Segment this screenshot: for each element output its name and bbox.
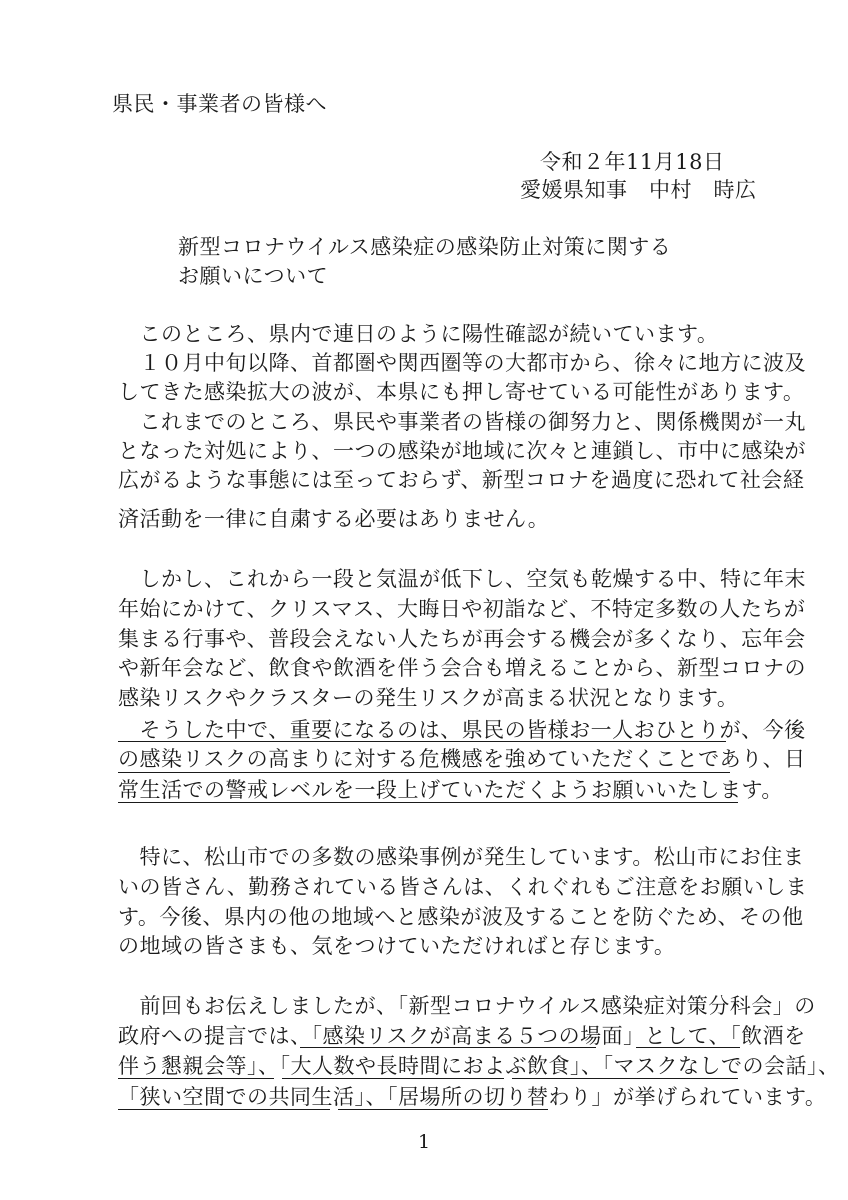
underline-mark <box>118 1078 274 1079</box>
underline-mark <box>118 1109 330 1110</box>
body-line: す。今後、県内の他の地域へと感染が波及することを防ぐため、その他 <box>118 905 804 929</box>
body-line: 「狭い空間での共同生活」、「居場所の切り替わり」が挙げられています。 <box>118 1085 827 1109</box>
underline-mark <box>282 1078 504 1079</box>
document-title-line-2: お願いについて <box>178 264 329 288</box>
signer: 愛媛県知事 中村 時広 <box>520 178 757 202</box>
underline-mark <box>338 1109 548 1110</box>
body-line: そうした中で、重要になるのは、県民の皆様お一人おひとりが、今後 <box>118 718 806 742</box>
underline-mark <box>512 1078 738 1079</box>
body-line: 常生活での警戒レベルを一段上げていただくようお願いいたします。 <box>118 778 783 802</box>
body-line: しかし、これから一段と気温が低下し、空気も乾燥する中、特に年末 <box>118 567 806 591</box>
underline-mark <box>300 1047 596 1048</box>
underline-mark <box>636 1047 740 1048</box>
body-line: １０月中旬以降、首都圏や関西圏等の大都市から、徐々に地方に波及 <box>118 351 806 375</box>
body-line: 特に、松山市での多数の感染事例が発生しています。松山市にお住ま <box>118 845 805 869</box>
body-line: の感染リスクの高まりに対する危機感を強めていただくことであり、日 <box>118 747 806 771</box>
body-line: 伴う懇親会等」、「大人数や長時間におよぶ飲食」、「マスクなしでの会話」、 <box>118 1054 840 1078</box>
body-line: 感染リスクやクラスターの発生リスクが高まる状況となります。 <box>118 686 739 710</box>
body-line: や新年会など、飲食や飲酒を伴う会合も増えることから、新型コロナの <box>118 656 806 680</box>
body-line: 政府への提言では、「感染リスクが高まる５つの場面」として、「飲酒を <box>118 1024 806 1048</box>
body-line: 前回もお伝えしましたが、「新型コロナウイルス感染症対策分科会」の <box>118 994 816 1018</box>
body-line: いの皆さん、勤務されている皆さんは、くれぐれもご注意をお願いしま <box>118 875 808 899</box>
document-title-line-1: 新型コロナウイルス感染症の感染防止対策に関する <box>178 235 672 259</box>
body-line: してきた感染拡大の波が、本県にも押し寄せている可能性があります。 <box>118 380 805 404</box>
body-line: 広がるような事態には至っておらず、新型コロナを過度に恐れて社会経 <box>118 468 805 492</box>
body-line: このところ、県内で連日のように陽性確認が続いています。 <box>118 322 719 346</box>
underline-mark <box>118 802 738 803</box>
body-line: 集まる行事や、普段会えない人たちが再会する機会が多くなり、忘年会 <box>118 627 806 651</box>
underline-mark <box>118 741 726 742</box>
page-number: 1 <box>418 1131 431 1153</box>
body-line: の地域の皆さまも、気をつけていただければと存じます。 <box>118 934 676 958</box>
body-line: 年始にかけて、クリスマス、大晦日や初詣など、不特定多数の人たちが <box>118 597 806 621</box>
body-line: 済活動を一律に自粛する必要はありません。 <box>118 507 550 531</box>
body-line: となった対処により、一つの感染が地域に次々と連鎖し、市中に感染が <box>118 439 806 463</box>
salutation: 県民・事業者の皆様へ <box>112 92 327 116</box>
underline-mark <box>118 772 730 773</box>
body-line: これまでのところ、県民や事業者の皆様の御努力と、関係機関が一丸 <box>118 410 806 434</box>
document-date: 令和２年11月18日 <box>540 150 725 174</box>
